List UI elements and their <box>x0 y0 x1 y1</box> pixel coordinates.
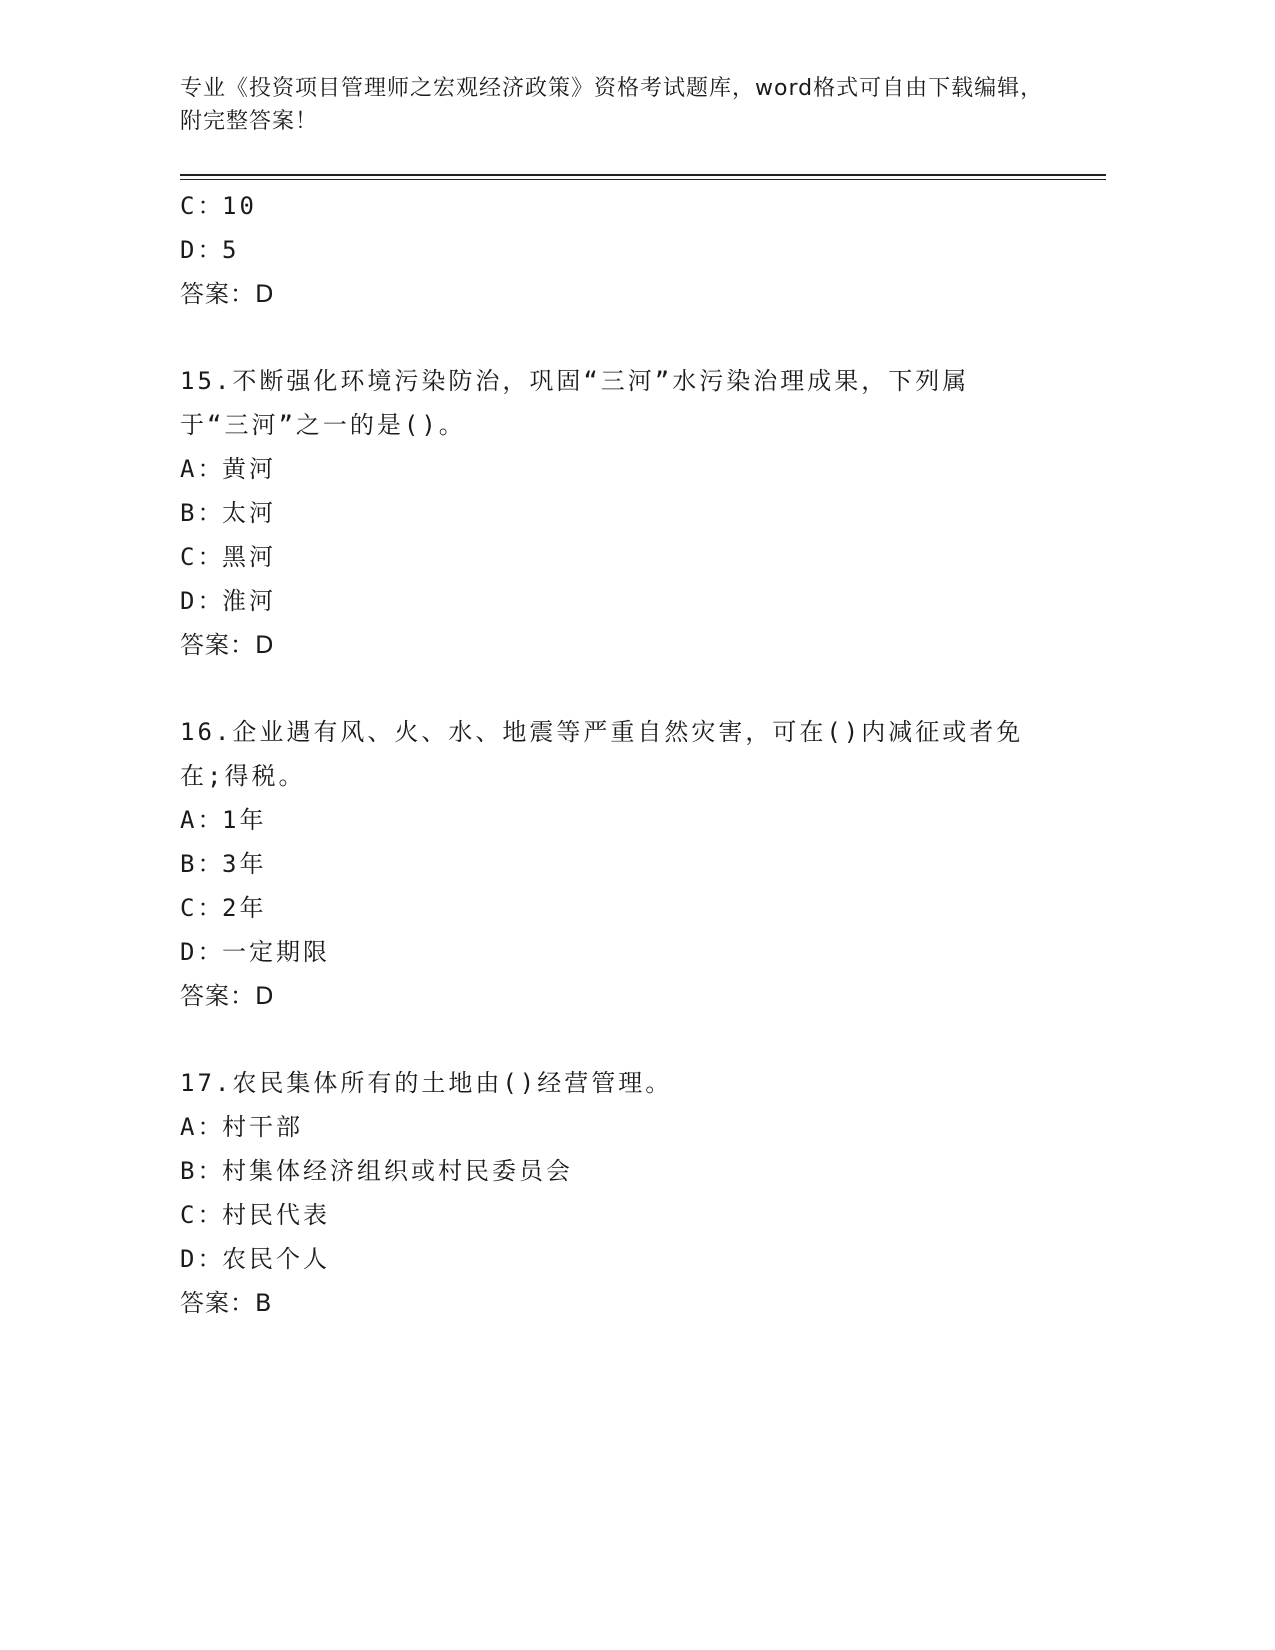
option-d <box>180 579 1040 623</box>
option-key: D： <box>180 587 225 615</box>
spacer <box>180 667 1040 710</box>
option-c <box>180 886 1040 930</box>
question-stem: 15.不断强化环境污染防治，巩固“三河”水污染治理成果，下列属于“三河”之一的是()。 <box>180 367 970 439</box>
option-text: 村集体经济组织或村民委员会 <box>222 1157 573 1185</box>
option-a <box>180 1105 1040 1149</box>
option-key: C： <box>180 894 225 922</box>
option-text: 2年 <box>222 894 267 922</box>
option-b <box>180 842 1040 886</box>
option-key: B： <box>180 1157 225 1185</box>
option-d <box>180 228 1040 272</box>
option-key: C： <box>180 543 225 571</box>
answer-line: 答案：D <box>180 280 275 308</box>
option-text: 黑河 <box>222 543 276 571</box>
answer-line: 答案：B <box>180 1289 273 1317</box>
option-text: 村干部 <box>222 1113 303 1141</box>
question-block-16 <box>180 710 1040 1018</box>
option-text: 10 <box>222 192 257 220</box>
option-key: B： <box>180 850 225 878</box>
option-key: C： <box>180 192 225 220</box>
option-a <box>180 798 1040 842</box>
option-text: 3年 <box>222 850 267 878</box>
question-stem: 17.农民集体所有的土地由()经营管理。 <box>180 1069 673 1097</box>
option-d <box>180 930 1040 974</box>
option-text: 1年 <box>222 806 267 834</box>
option-text: 太河 <box>222 499 276 527</box>
answer-line: 答案：D <box>180 631 275 659</box>
option-b <box>180 491 1040 535</box>
spacer <box>180 1018 1040 1061</box>
answer-line: 答案：D <box>180 982 275 1010</box>
option-text: 淮河 <box>222 587 276 615</box>
spacer <box>180 316 1040 359</box>
option-c <box>180 184 1040 228</box>
option-b <box>180 1149 1040 1193</box>
option-text: 黄河 <box>222 455 276 483</box>
question-stem: 16.企业遇有风、火、水、地震等严重自然灾害，可在()内减征或者免在;得税。 <box>180 718 1024 790</box>
option-c <box>180 535 1040 579</box>
option-key: A： <box>180 1113 225 1141</box>
option-text: 农民个人 <box>222 1245 330 1273</box>
question-block-15 <box>180 359 1040 667</box>
option-text: 村民代表 <box>222 1201 330 1229</box>
option-d <box>180 1237 1040 1281</box>
header-rule-thin <box>180 179 1106 180</box>
header-rule-thick <box>180 174 1106 176</box>
option-key: A： <box>180 455 225 483</box>
option-key: B： <box>180 499 225 527</box>
question-block-continued <box>180 184 1040 316</box>
option-key: D： <box>180 236 225 264</box>
question-list <box>180 184 1040 1325</box>
option-c <box>180 1193 1040 1237</box>
option-key: A： <box>180 806 225 834</box>
option-text: 一定期限 <box>222 938 330 966</box>
option-key: D： <box>180 1245 225 1273</box>
question-block-17 <box>180 1061 1040 1325</box>
option-a <box>180 447 1040 491</box>
document-header: 专业《投资项目管理师之宏观经济政策》资格考试题库，word格式可自由下载编辑，附完整答案！ <box>180 76 1044 134</box>
option-key: C： <box>180 1201 225 1229</box>
option-text: 5 <box>222 236 240 264</box>
option-key: D： <box>180 938 225 966</box>
